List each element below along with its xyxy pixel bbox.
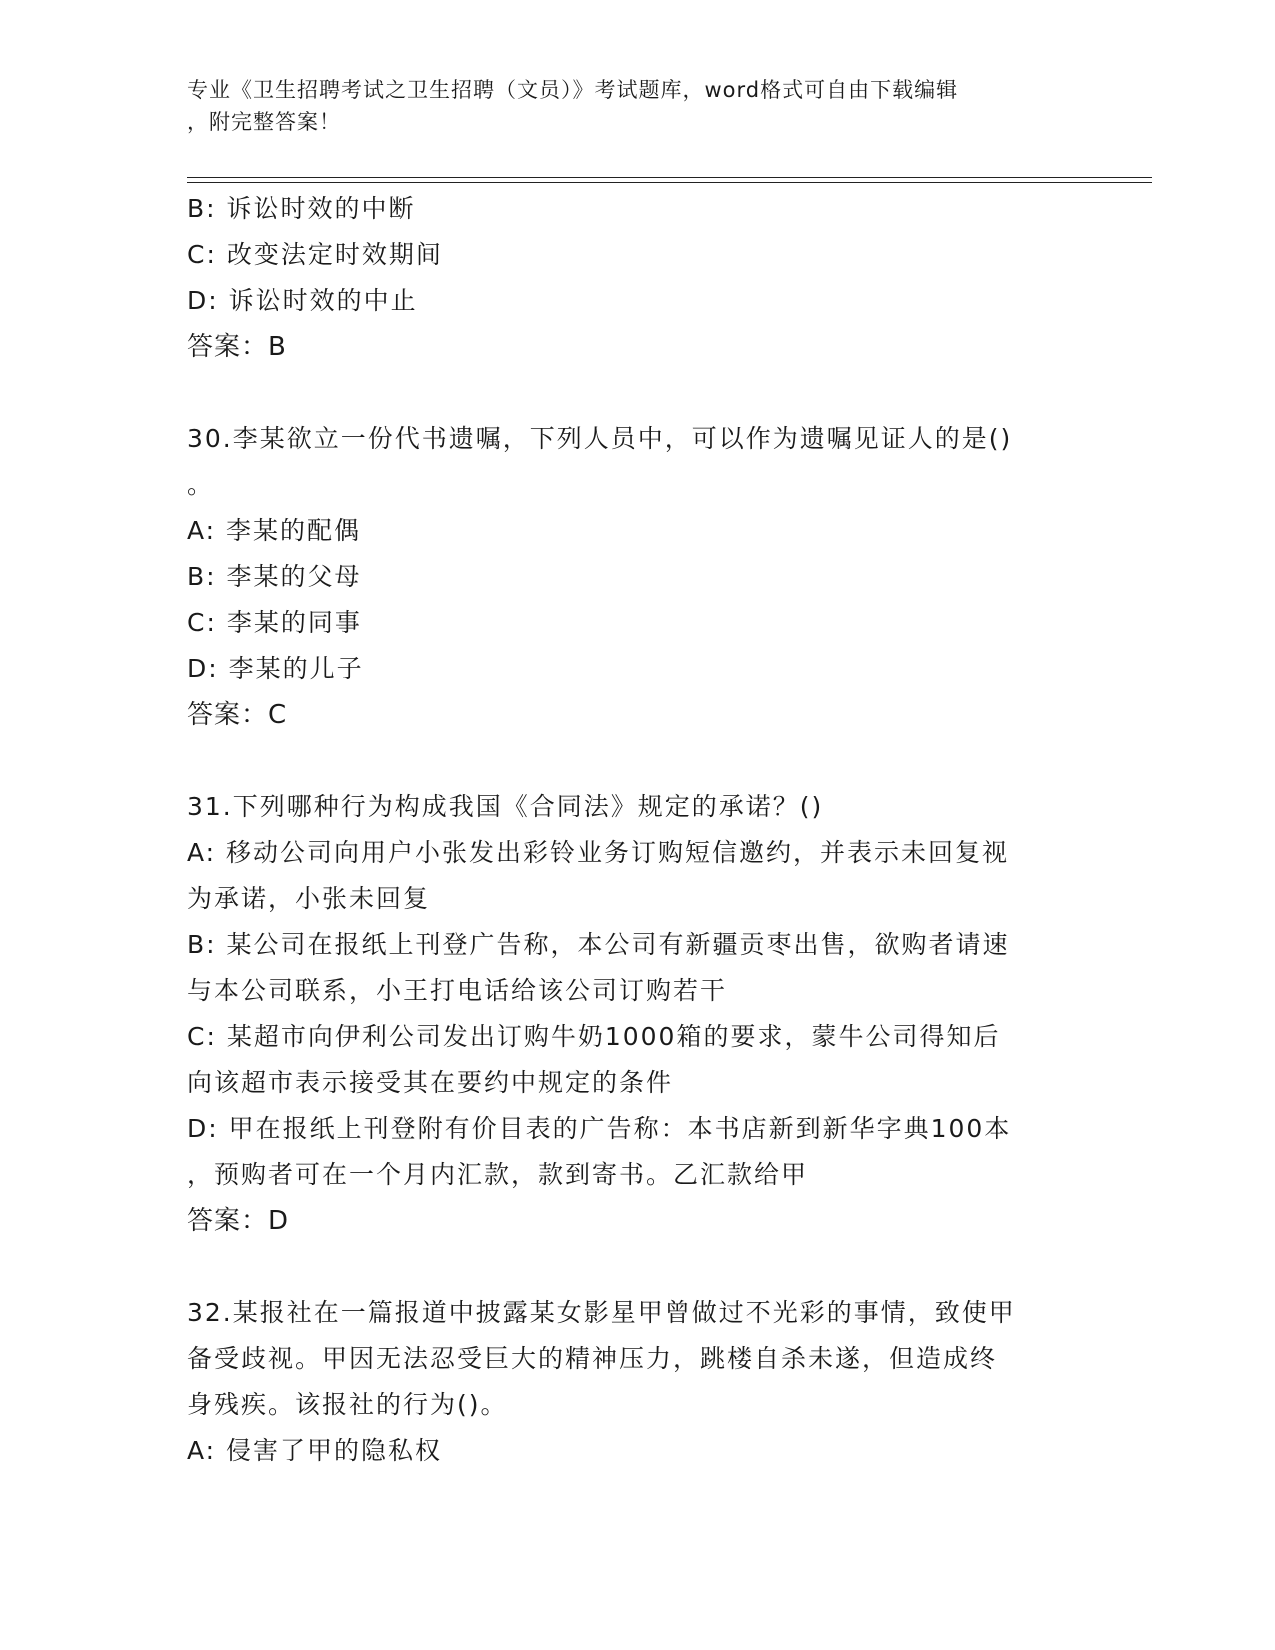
question-content bbox=[187, 186, 1087, 1474]
question-stem-line-3: 身残疾。该报社的行为()。 bbox=[187, 1390, 508, 1419]
option-b-line-1: B: 某公司在报纸上刊登广告称，本公司有新疆贡枣出售，欲购者请速 bbox=[187, 930, 1010, 959]
question-stem: 31.下列哪种行为构成我国《合同法》规定的承诺？() bbox=[187, 792, 824, 821]
option-a: A: 侵害了甲的隐私权 bbox=[187, 1436, 443, 1465]
option-a: A: 李某的配偶 bbox=[187, 516, 362, 545]
header-line-1: 专业《卫生招聘考试之卫生招聘（文员）》考试题库，word格式可自由下载编辑 bbox=[187, 78, 959, 102]
answer: 答案：B bbox=[187, 332, 287, 362]
option-c-line-2: 向该超市表示接受其在要约中规定的条件 bbox=[187, 1068, 674, 1097]
option-b bbox=[187, 922, 1087, 1014]
question-stem-line-2: 备受歧视。甲因无法忍受巨大的精神压力，跳楼自杀未遂，但造成终 bbox=[187, 1344, 998, 1373]
answer: 答案：D bbox=[187, 1206, 290, 1236]
header-rule-top bbox=[187, 177, 1152, 178]
question-stem-line-1: 32.某报社在一篇报道中披露某女影星甲曾做过不光彩的事情，致使甲 bbox=[187, 1298, 1016, 1327]
option-d: D: 诉讼时效的中止 bbox=[187, 286, 418, 315]
option-d bbox=[187, 1106, 1087, 1198]
option-b: B: 李某的父母 bbox=[187, 562, 362, 591]
option-c: C: 改变法定时效期间 bbox=[187, 240, 443, 269]
option-d-line-2: ，预购者可在一个月内汇款，款到寄书。乙汇款给甲 bbox=[187, 1160, 809, 1189]
header-rule-bottom bbox=[187, 182, 1152, 183]
option-d: D: 李某的儿子 bbox=[187, 654, 364, 683]
question-stem: 30.李某欲立一份代书遗嘱，下列人员中，可以作为遗嘱见证人的是() bbox=[187, 424, 1013, 453]
option-a-line-1: A: 移动公司向用户小张发出彩铃业务订购短信邀约，并表示未回复视 bbox=[187, 838, 1010, 867]
document-header bbox=[187, 74, 1087, 138]
option-c bbox=[187, 1014, 1087, 1106]
question-30 bbox=[187, 416, 1087, 738]
option-b: B: 诉讼时效的中断 bbox=[187, 194, 416, 223]
option-a bbox=[187, 830, 1087, 922]
question-stem-continued: 。 bbox=[187, 470, 215, 499]
answer: 答案：C bbox=[187, 700, 288, 730]
option-c: C: 李某的同事 bbox=[187, 608, 362, 637]
prev-question bbox=[187, 186, 1087, 370]
question-31 bbox=[187, 784, 1087, 1244]
option-b-line-2: 与本公司联系，小王打电话给该公司订购若干 bbox=[187, 976, 728, 1005]
header-line-2: ，附完整答案！ bbox=[187, 110, 341, 134]
option-a-line-2: 为承诺，小张未回复 bbox=[187, 884, 431, 913]
question-32 bbox=[187, 1290, 1087, 1474]
option-c-line-1: C: 某超市向伊利公司发出订购牛奶1000箱的要求，蒙牛公司得知后 bbox=[187, 1022, 1001, 1051]
option-d-line-1: D: 甲在报纸上刊登附有价目表的广告称：本书店新到新华字典100本 bbox=[187, 1114, 1012, 1143]
